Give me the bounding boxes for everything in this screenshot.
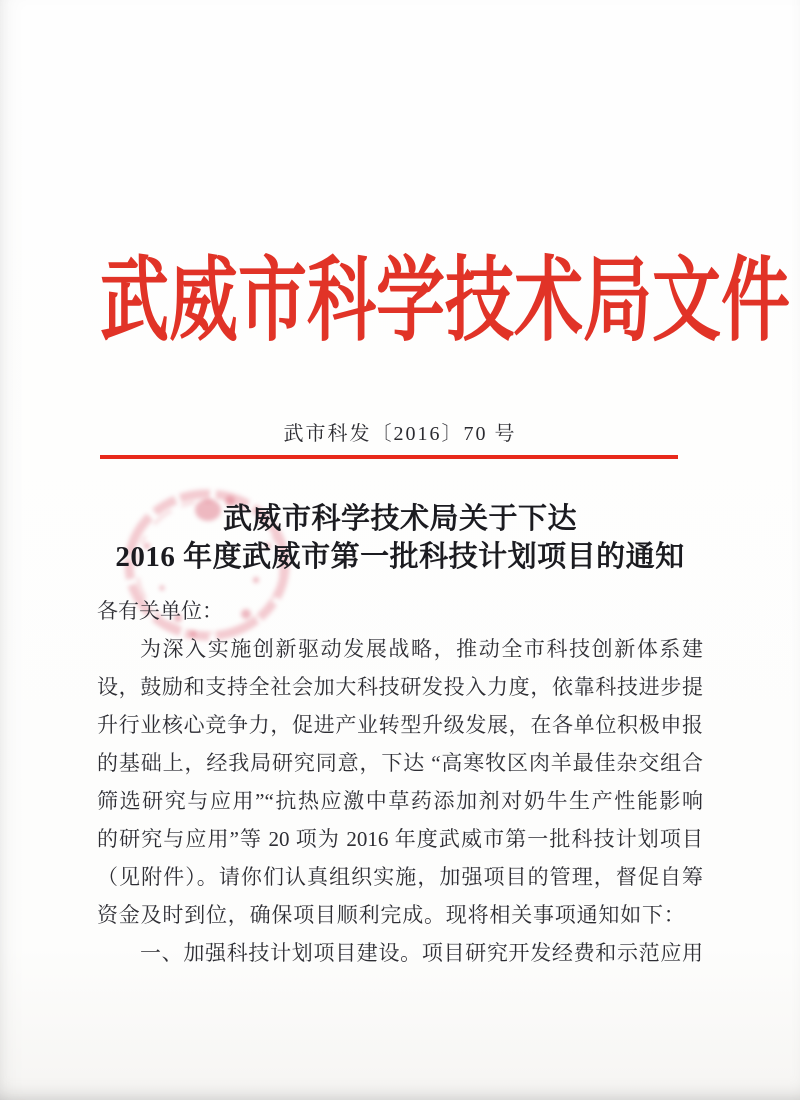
- doc-title: [0, 500, 800, 576]
- doc-body: [0, 592, 800, 972]
- red-divider-rule: [100, 455, 678, 459]
- agency-header-title: 武威市科学技术局文件: [100, 250, 791, 352]
- body-line: 设，鼓励和支持全社会加大科技研发投入力度，依靠科技进步提: [97, 675, 703, 700]
- document-content: [0, 252, 800, 972]
- body-line: 的基础上，经我局研究同意，下达 “高寒牧区肉羊最佳杂交组合: [97, 751, 703, 776]
- doc-number: 武市科发〔2016〕70 号: [283, 423, 517, 446]
- body-line: 一、加强科技计划项目建设。项目研究开发经费和示范应用: [140, 941, 703, 966]
- body-line: 资金及时到位，确保项目顺利完成。现将相关事项通知如下：: [97, 903, 686, 928]
- body-line: （见附件）。请你们认真组织实施，加强项目的管理，督促自筹: [97, 865, 703, 890]
- doc-title-line2: 2016 年度武威市第一批科技计划项目的通知: [115, 541, 685, 574]
- body-line: 的研究与应用”等 20 项为 2016 年度武威市第一批科技计划项目: [97, 827, 703, 852]
- body-line: 筛选研究与应用”“抗热应激中草药添加剂对奶牛生产性能影响: [97, 789, 703, 814]
- salutation-line: 各有关单位：: [97, 599, 223, 624]
- body-line: 升行业核心竞争力，促进产业转型升级发展，在各单位积极申报: [97, 713, 703, 738]
- doc-title-line1: 武威市科学技术局关于下达: [222, 503, 577, 536]
- body-line: 为深入实施创新驱动发展战略，推动全市科技创新体系建: [140, 637, 703, 662]
